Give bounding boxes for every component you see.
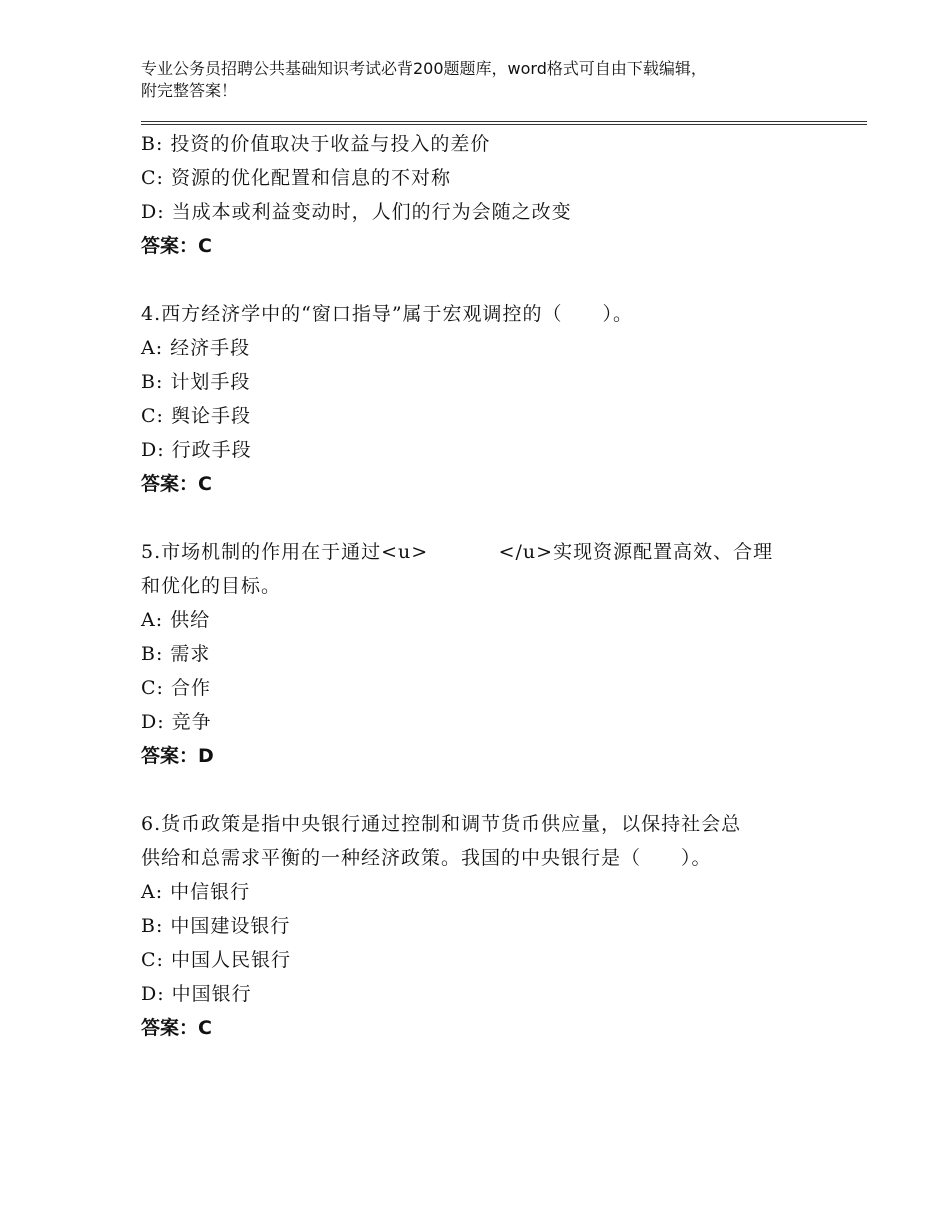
question-stem-line-1: 6.货币政策是指中央银行通过控制和调节货币供应量，以保持社会总 (141, 813, 742, 835)
header-line-1: 专业公务员招聘公共基础知识考试必背200题题库，word格式可自由下载编辑， (141, 59, 707, 78)
spacer (141, 501, 831, 535)
question-list (141, 127, 831, 1045)
answer: 答案：D (141, 745, 214, 767)
option-d: D: 行政手段 (141, 439, 252, 461)
header-line-2: 附完整答案！ (141, 81, 238, 100)
option-c: C: 资源的优化配置和信息的不对称 (141, 167, 451, 189)
question-stem: 4.西方经济学中的“窗口指导”属于宏观调控的（ ）。 (141, 303, 634, 325)
option-b: B: 需求 (141, 643, 211, 665)
question-stem-line-2: 和优化的目标。 (141, 575, 282, 597)
answer: 答案：C (141, 1017, 212, 1039)
option-d: D: 中国银行 (141, 983, 252, 1005)
option-b: B: 计划手段 (141, 371, 251, 393)
document-header (141, 58, 841, 102)
question-3-tail (141, 127, 831, 263)
question-stem-line-1: 5.市场机制的作用在于通过<u> </u>实现资源配置高效、合理 (141, 541, 774, 563)
spacer (141, 773, 831, 807)
header-rule-bottom (141, 124, 867, 125)
spacer (141, 263, 831, 297)
option-b: B: 中国建设银行 (141, 915, 291, 937)
header-rule-top (141, 121, 867, 122)
question-4 (141, 297, 831, 501)
option-b: B: 投资的价值取决于收益与投入的差价 (141, 133, 491, 155)
option-d: D: 当成本或利益变动时，人们的行为会随之改变 (141, 201, 572, 223)
option-a: A: 供给 (141, 609, 211, 631)
option-a: A: 经济手段 (141, 337, 251, 359)
option-a: A: 中信银行 (141, 881, 251, 903)
question-stem-line-2: 供给和总需求平衡的一种经济政策。我国的中央银行是（ ）。 (141, 847, 712, 869)
option-c: C: 合作 (141, 677, 211, 699)
answer: 答案：C (141, 235, 212, 257)
question-5 (141, 535, 831, 773)
option-c: C: 中国人民银行 (141, 949, 291, 971)
option-c: C: 舆论手段 (141, 405, 251, 427)
option-d: D: 竞争 (141, 711, 212, 733)
answer: 答案：C (141, 473, 212, 495)
question-6 (141, 807, 831, 1045)
